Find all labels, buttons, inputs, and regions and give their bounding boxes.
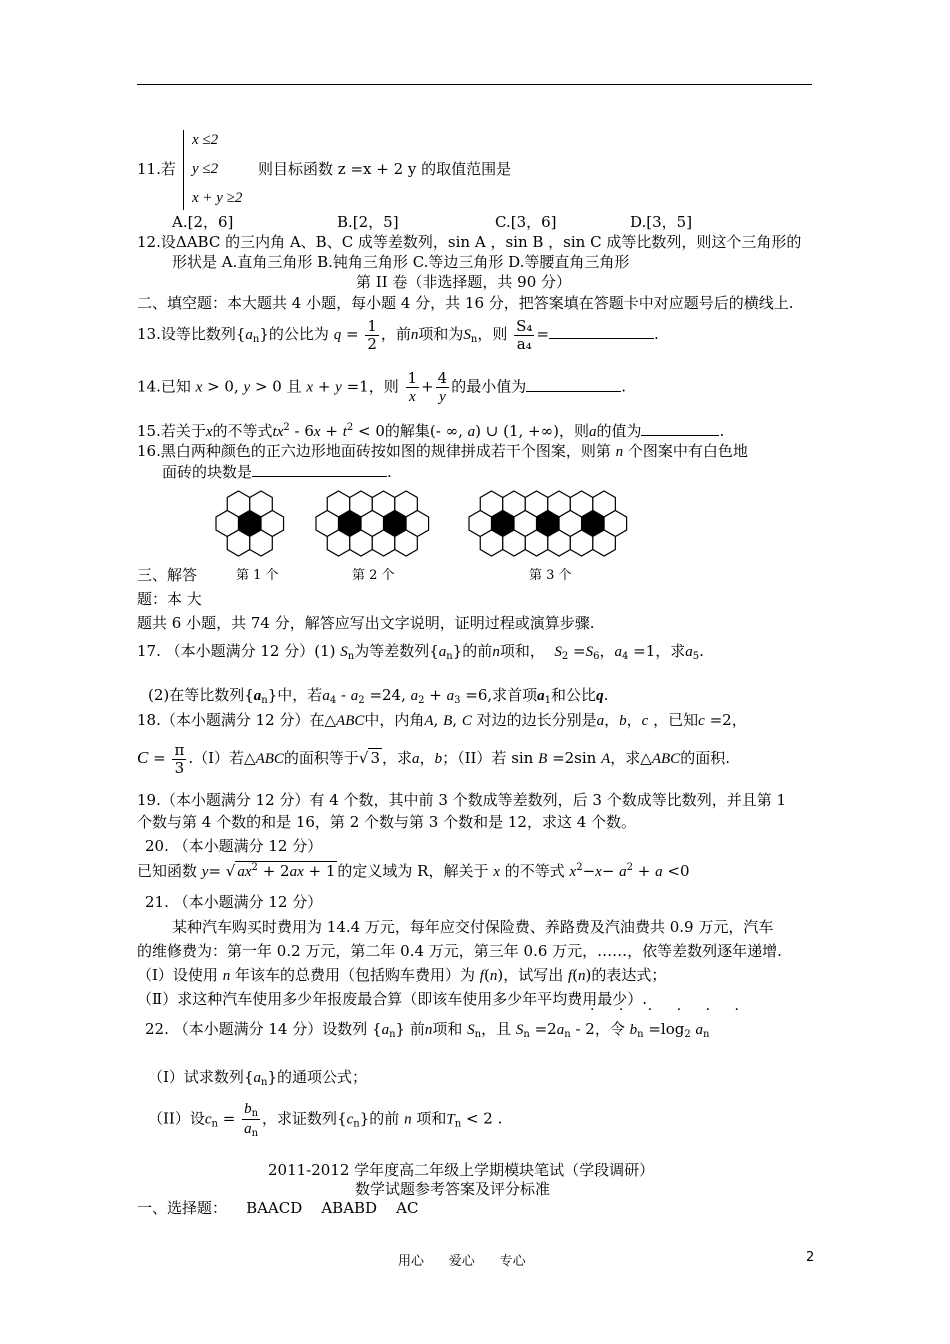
hexagon-pattern-1 [215,490,300,570]
q13: 13.设等比数列$\{a_n\}$的公比为 q = $\frac{1}{2}$ ，前n项和为$S_n$，则 $\frac{\text{S₄}}{\text{a₄}}$ = . [137,317,659,353]
q21-line1: 某种汽车购买时费用为 14.4 万元，每年应交付保险费、养路费及汽油费共 0.9 万元，汽车 [172,918,774,936]
q14-frac-1: $\frac{1}{x}$ [407,369,418,405]
q13-target-fraction: $\frac{\text{S₄}}{\text{a₄}}$ [516,317,533,353]
q11-ineq-3: x + y ≥2 [192,190,243,206]
part3-header-1: 三、解答 [137,566,198,584]
q11-text: 则目标函数 z =x + 2 y 的取值范围是 [258,160,512,178]
white-hexagon-tile [327,530,350,556]
page-number: 2 [806,1250,815,1265]
q19-line2: 个数与第 4 个数的和是 16，第 2 个数与第 3 个数和是 12，求这 4 个数。 [137,813,637,831]
emphasis-dots: · · · · · · [590,1002,749,1018]
q22-line: 22. （本小题满分 14 分）设数列 $\{a_n\}$ 前n项和 $S_n$，且 $S_n =2a_n - 2$，令 $b_n =\log_2$ $a_n$ [145,1020,710,1040]
q15: 15.若关于x的不等式$tx^2 - 6x + t^2 < 0$的解集(- ∞, a) ∪ (1, +∞)，则a的值为 . [137,422,725,440]
q11-number: 11.若 [137,160,176,178]
q22-fraction: $\frac{b_n}{a_n}$ [244,1101,259,1139]
q18-line2: C = $\frac{\pi}{3}$ .（I）若△ABC的面积等于√ 3 ，求a，b；（II）若 sin B =2sin A，求△ABC的面积. [137,741,730,777]
q19-line1: 19.（本小题满分 12 分）有 4 个数，其中前 3 个数成等差数列，后 3 个数成等比数列，并且第 1 [137,791,787,809]
q12-line2: 形状是 A.直角三角形 B.钝角三角形 C.等边三角形 D.等腰直角三角形 [172,253,630,271]
q20-title: 20. （本小题满分 12 分） [145,837,323,855]
white-hexagon-tile [503,530,526,556]
part3-header-2: 题：本 大 [137,590,202,608]
white-hexagon-tile [395,530,418,556]
q14: 14.已知 x > 0, y > 0 且 x + y =1，则 $\frac{1}{x}$ + $\frac{4}{y}$ 的最小值为 . [137,369,626,405]
q11-ineq-2: y ≤2 [192,161,219,177]
white-hexagon-tile [570,530,593,556]
q21-title: 21. （本小题满分 12 分） [145,893,323,911]
white-hexagon-tile [372,530,395,556]
answer-choices: 一、选择题： BAACD ABABD AC [137,1199,419,1217]
q21-line2: 的维修费为：第一年 0.2 万元，第二年 0.4 万元，第三年 0.6 万元，……，依等差数列逐年递增. [137,942,782,960]
q22-part1: （I）试求数列$\{a_n\}$的通项公式； [148,1068,367,1088]
q11-option-c: C.[3，6] [495,213,557,231]
q17-part2: (2)在等比数列$\{a_n\}$中，若$a_4 - a_2 =24$, $a_2 + a_3 =6$,求首项$a_1$和公比q. [148,686,609,706]
q16-line2: 面砖的块数是 . [162,463,392,481]
q11-option-d: D.[3，5] [630,213,693,231]
q14-answer-blank[interactable] [526,377,621,392]
q11-option-a: A.[2，6] [172,213,234,231]
q22-part2: （II）设$c_n$ = $\frac{b_n}{a_n}$ ，求证数列$\{c_n\}$的前 n 项和$T_n < 2$ . [148,1101,503,1139]
part3-header-3: 题共 6 小题，共 74 分，解答应写出文字说明，证明过程或演算步骤. [137,614,595,632]
white-hexagon-tile [227,530,250,556]
white-hexagon-tile [250,530,273,556]
q16-answer-blank[interactable] [252,462,387,477]
caption-1: 第 1 个 [236,568,279,583]
q21-part2: （Ⅱ）求这种汽车使用多少年报废最合算（即该车使用多少年平均费用最少）. [137,990,647,1008]
white-hexagon-tile [593,530,616,556]
hexagon-pattern-2 [315,490,440,570]
caption-2: 第 2 个 [352,568,395,583]
q13-answer-blank[interactable] [549,324,654,339]
white-hexagon-tile [350,530,373,556]
q21-part1: （Ⅰ）设使用 n 年该车的总费用（包括购车费用）为 f(n)，试写出 f(n)的表达式； [137,966,667,984]
caption-3: 第 3 个 [529,568,572,583]
q11-ineq-1: x ≤2 [192,132,219,148]
white-hexagon-tile [480,530,503,556]
part2-title: 第 II 卷（非选择题，共 90 分） [356,273,572,291]
q13-ratio-fraction: $\frac{1}{2}$ [367,317,377,353]
system-brace [183,130,184,210]
q15-answer-blank[interactable] [641,421,719,436]
header-rule [137,84,812,85]
fill-header: 二、填空题：本大题共 4 小题，每小题 4 分，共 16 分，把答案填在答题卡中对应题号后的横线上. [137,294,794,312]
q18-line1: 18.（本小题满分 12 分）在△ABC中，内角A, B, C 对边的边长分别是a，b，c ，已知c =2， [137,711,747,729]
q12-line1: 12.设ΔABC 的三内角 A、B、C 成等差数列，sin A ，sin B ，sin C 成等比数列，则这个三角形的 [137,233,802,251]
q11-option-b: B.[2，5] [337,213,399,231]
q20-body: 已知函数 y= √ $ax^2 + 2ax + 1$ 的定义域为 R，解关于 x 的不等式 $x^2-x- a^2 + a <0$ [137,862,690,880]
white-hexagon-tile [525,530,548,556]
answer-title-1: 2011-2012 学年度高二年级上学期模块笔试（学段调研） [268,1161,655,1179]
white-hexagon-tile [548,530,571,556]
q14-frac-2: $\frac{4}{y}$ [437,369,448,405]
q18-angle-fraction: $\frac{\pi}{3}$ [174,741,185,777]
hexagon-pattern-3 [468,490,633,570]
q17-part1: 17. （本小题满分 12 分）(1) $S_n$为等差数列$\{a_n\}$的前n项和， $S_2 =S_6$，$a_4 =1$，求$a_5$. [137,642,704,662]
answer-title-2: 数学试题参考答案及评分标准 [355,1180,551,1198]
footer-motto: 用心 爱心 专心 [398,1254,526,1269]
q16-line1: 16.黑白两种颜色的正六边形地面砖按如图的规律拼成若干个图案，则第 n 个图案中有白色地 [137,442,748,460]
